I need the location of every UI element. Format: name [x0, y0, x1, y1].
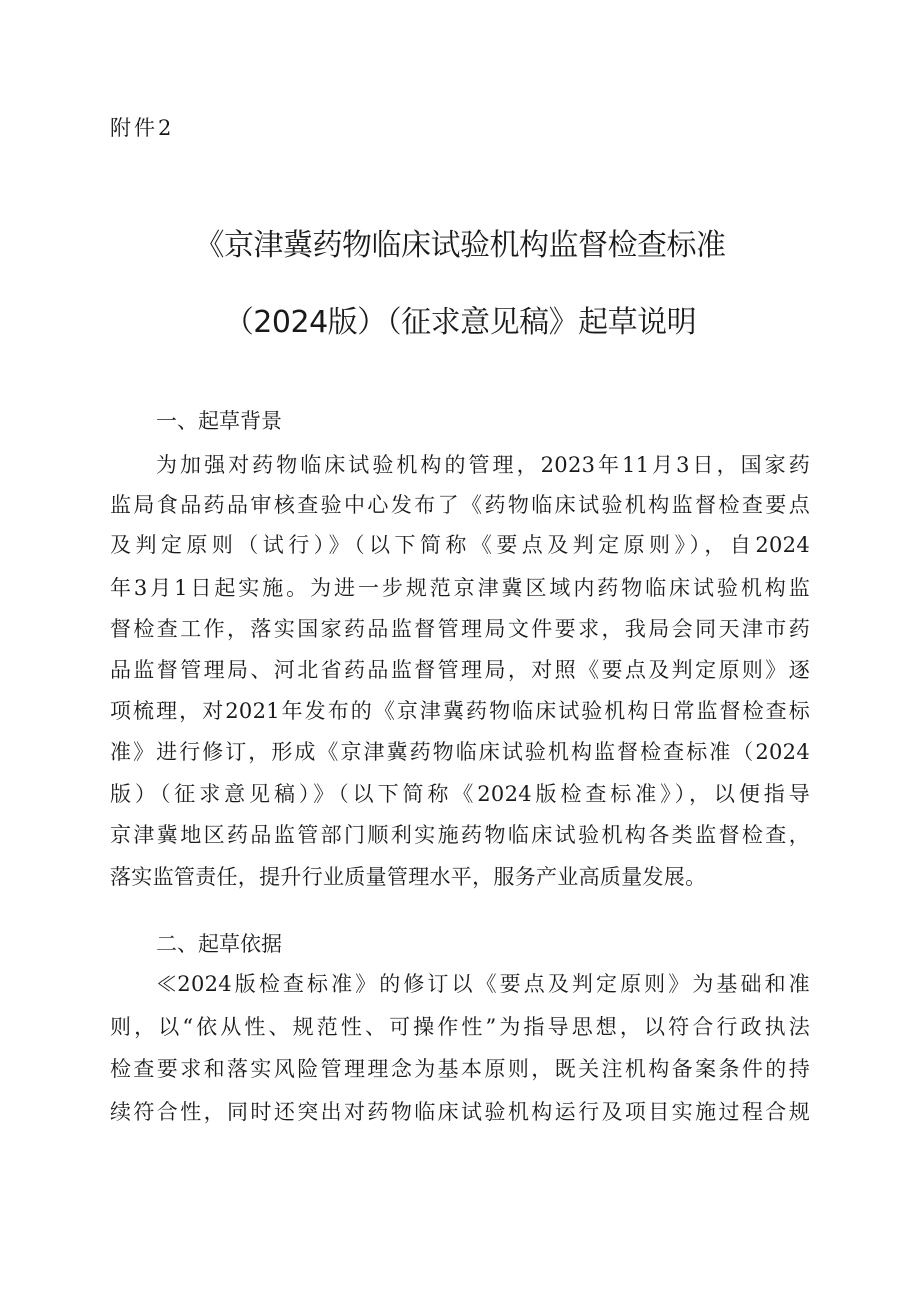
paragraph-line: 京津冀地区药品监管部门顺利实施药物临床试验机构各类监督检查， [110, 823, 810, 847]
paragraph-line: 则，以“依从性、规范性、可操作性”为指导思想，以符合行政执法 [110, 1015, 810, 1039]
paragraph-line: 项梳理，对2021年发布的《京津冀药物临床试验机构日常监督检查标 [110, 699, 810, 723]
paragraph-line: 及判定原则（试行）》（以下简称《要点及判定原则》），自2024 [110, 533, 810, 557]
section-heading-background: 一、起草背景 [156, 409, 282, 433]
paragraph-line: 检查要求和落实风险管理理念为基本原则，既关注机构备案条件的持 [110, 1057, 810, 1081]
paragraph-line: 版）（征求意见稿）》（以下简称《2024版检查标准》），以便指导 [110, 782, 810, 806]
paragraph-line: 准》进行修订，形成《京津冀药物临床试验机构监督检查标准（2024 [110, 740, 810, 764]
document-title-line-1: 《京津冀药物临床试验机构监督检查标准 [194, 228, 726, 263]
paragraph-line: 年3月1日起实施。为进一步规范京津冀区域内药物临床试验机构监 [110, 576, 810, 600]
document-title-line-2: （2024版）（征求意见稿》起草说明 [223, 305, 697, 340]
paragraph-line: 续符合性，同时还突出对药物临床试验机构运行及项目实施过程合规 [110, 1100, 810, 1124]
attachment-label: 附件2 [110, 116, 175, 140]
section-heading-basis: 二、起草依据 [156, 932, 282, 956]
paragraph-line: 督检查工作，落实国家药品监督管理局文件要求，我局会同天津市药 [110, 617, 810, 641]
paragraph-line: 品监督管理局、河北省药品监督管理局，对照《要点及判定原则》逐 [110, 658, 810, 682]
paragraph-line: 落实监管责任，提升行业质量管理水平，服务产业高质量发展。 [110, 865, 707, 889]
paragraph-line: 为加强对药物临床试验机构的管理，2023年11月3日，国家药 [156, 453, 810, 477]
paragraph-line: 监局食品药品审核查验中心发布了《药物临床试验机构监督检查要点 [110, 493, 810, 517]
paragraph-line: ≪2024版检查标准》的修订以《要点及判定原则》为基础和准 [156, 972, 810, 996]
